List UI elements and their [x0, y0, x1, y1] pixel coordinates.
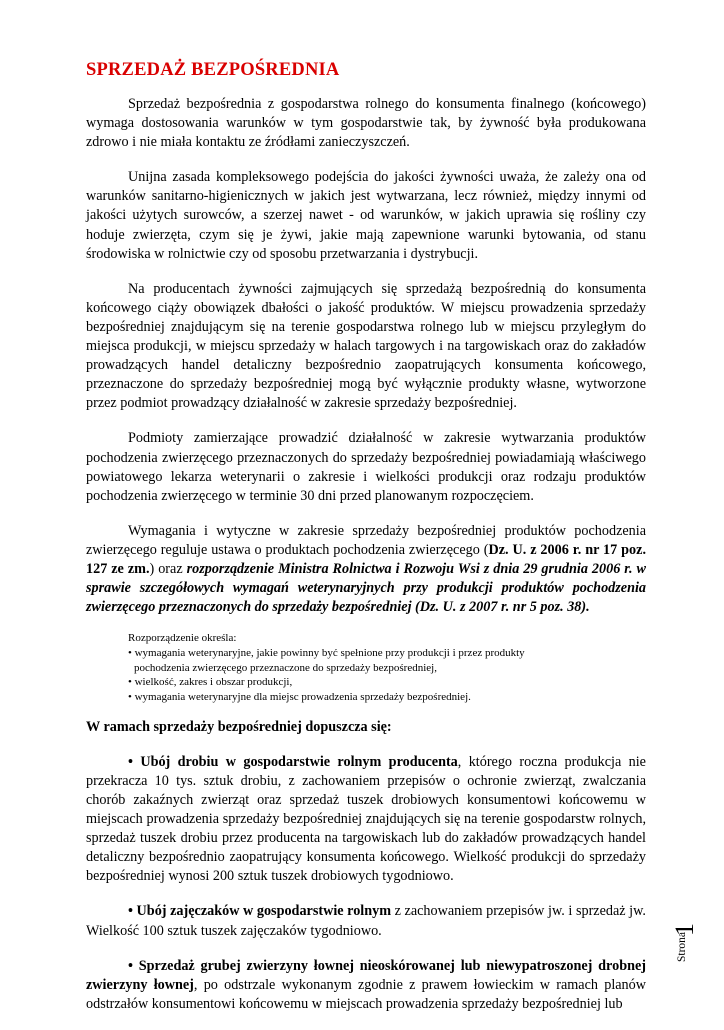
paragraph-5-connector: ) oraz [149, 560, 187, 577]
page-title: SPRZEDAŻ BEZPOŚREDNIA [86, 60, 340, 80]
paragraph-5 [86, 522, 646, 617]
page-number: 1 [670, 923, 699, 936]
list-item-title: • Sprzedaż grubej zwierzyny łownej nieoskórowanej lub niewypatroszonej drobnej zwierzyny łownej [86, 957, 646, 993]
list-item-title: • Ubój zajęczaków w gospodarstwie rolnym [128, 903, 392, 920]
paragraph-1: Sprzedaż bezpośrednia z gospodarstwa rolnego do konsumenta finalnego (końcowego) wymaga dostosowania warunków w tym gospodarstwie tak, by żywność była produkowana zdrowo i nie miała kontaktu ze źródłami zanieczyszczeń. [86, 96, 646, 151]
note-intro: Rozporządzenie określa: [128, 632, 237, 645]
note-item-continued: pochodzenia zwierzęcego przeznaczone do sprzedaży bezpośredniej, [134, 661, 437, 674]
regulation-note [128, 631, 646, 705]
legal-reference: Dz. U. z 2006 r. nr 17 poz. 127 ze zm. [86, 541, 646, 577]
page-label: Strona [676, 931, 688, 962]
list-item-text: z zachowaniem przepisów jw. i sprzedaż jw. Wielkość 100 sztuk tuszek zajęczaków tygodniowo. [86, 903, 646, 939]
page-number-footer [656, 900, 699, 970]
list-item [86, 957, 646, 1014]
paragraph-4: Podmioty zamierzające prowadzić działalność w zakresie wytwarzania produktów pochodzenia zwierzęcego przeznaczonych do sprzedaży bezpośredniej powiadamiają właściwego powiatowego lekarza weterynarii o zakresie i wielkości produkcji oraz rodzaju produktów pochodzenia zwierzęcego w terminie 30 dni przed planowanym rozpoczęciem. [86, 430, 646, 504]
note-item: • wielkość, zakres i obszar produkcji, [128, 676, 293, 689]
list-item-title: • Ubój drobiu w gospodarstwie rolnym producenta [128, 753, 458, 770]
list-item [86, 753, 646, 887]
document-page [86, 60, 646, 1030]
paragraph-2: Unijna zasada kompleksowego podejścia do jakości żywności uważa, że zależy ona od warunków sanitarno-higienicznych w jakich jest wytwarzana, lecz również, między innymi od jakości użytych surowców, a szerzej nawet - od warunków, w jakich uprawia się rośliny czy hoduje zwierzęta, czym się je żywi, jakie mają zapewnione warunki bytowania, od stanu środowiska w rolnictwie czy od sposobu przetwarzania i dystrybucji. [86, 169, 646, 262]
regulation-reference: rozporządzenie Ministra Rolnictwa i Rozwoju Wsi z dnia 29 grudnia 2006 r. w sprawie szczegółowych wymagań weterynaryjnych przy produkcji produktów pochodzenia zwierzęcego przeznaczonych do sprzedaży bezpośredniej (Dz. U. z 2007 r. nr 5 poz. 38). [86, 560, 647, 616]
section-heading: W ramach sprzedaży bezpośredniej dopuszcza się: [86, 718, 392, 735]
list-item [86, 902, 646, 940]
list-item-text: , po odstrzale wykonanym zgodnie z prawem łowieckim w ramach planów odstrzałów konsumentowi końcowemu w miejscach prowadzenia sprzedaży bezpośredniej lub [86, 976, 646, 1012]
note-item: • wymagania weterynaryjne, jakie powinny być spełnione przy produkcji i przez produkty [128, 646, 525, 659]
paragraph-3: Na producentach żywności zajmujących się sprzedażą bezpośrednią do konsumenta końcowego ciąży obowiązek dbałości o jakość produktów. W miejscu prowadzenia sprzedaży bezpośredniej znajdującym się na terenie gospodarstwa rolnego lub w miejscu przyległym do miejsca produkcji, w miejscu sprzedaży w halach targowych i na targowiskach oraz do zakładów prowadzących handel detaliczny bezpośrednio zaopatrujących konsumenta końcowego, przeznaczone do sprzedaży bezpośredniej mogą być wyłącznie produkty własne, wytworzone przez podmiot prowadzący działalność w zakresie sprzedaży bezpośredniej. [86, 280, 646, 412]
list-item-text: , którego roczna produkcja nie przekracza 10 tys. sztuk drobiu, z zachowaniem przepisów o ochronie zwierząt, zwalczania chorób zakaźnych zwierząt oraz sprzedaż tuszek drobiowych konsumentowi końcowemu w miejscach prowadzenia sprzedaży bezpośredniej znajdujących się na terenie gospodarstw rolnych, sprzedaż tuszek drobiu przez producenta na targowiskach lub do zakładów prowadzących handel detaliczny bezpośrednio zaopatrujący konsumenta końcowego. Wielkość produkcji do sprzedaży bezpośredniej wynosi 200 sztuk tuszek drobiowych tygodniowo. [86, 753, 646, 885]
paragraph-5-text: Wymagania i wytyczne w zakresie sprzedaży bezpośredniej produktów pochodzenia zwierzęcego reguluje ustawa o produktach pochodzenia zwierzęcego ( [86, 522, 646, 558]
note-item: • wymagania weterynaryjne dla miejsc prowadzenia sprzedaży bezpośredniej. [128, 691, 471, 704]
